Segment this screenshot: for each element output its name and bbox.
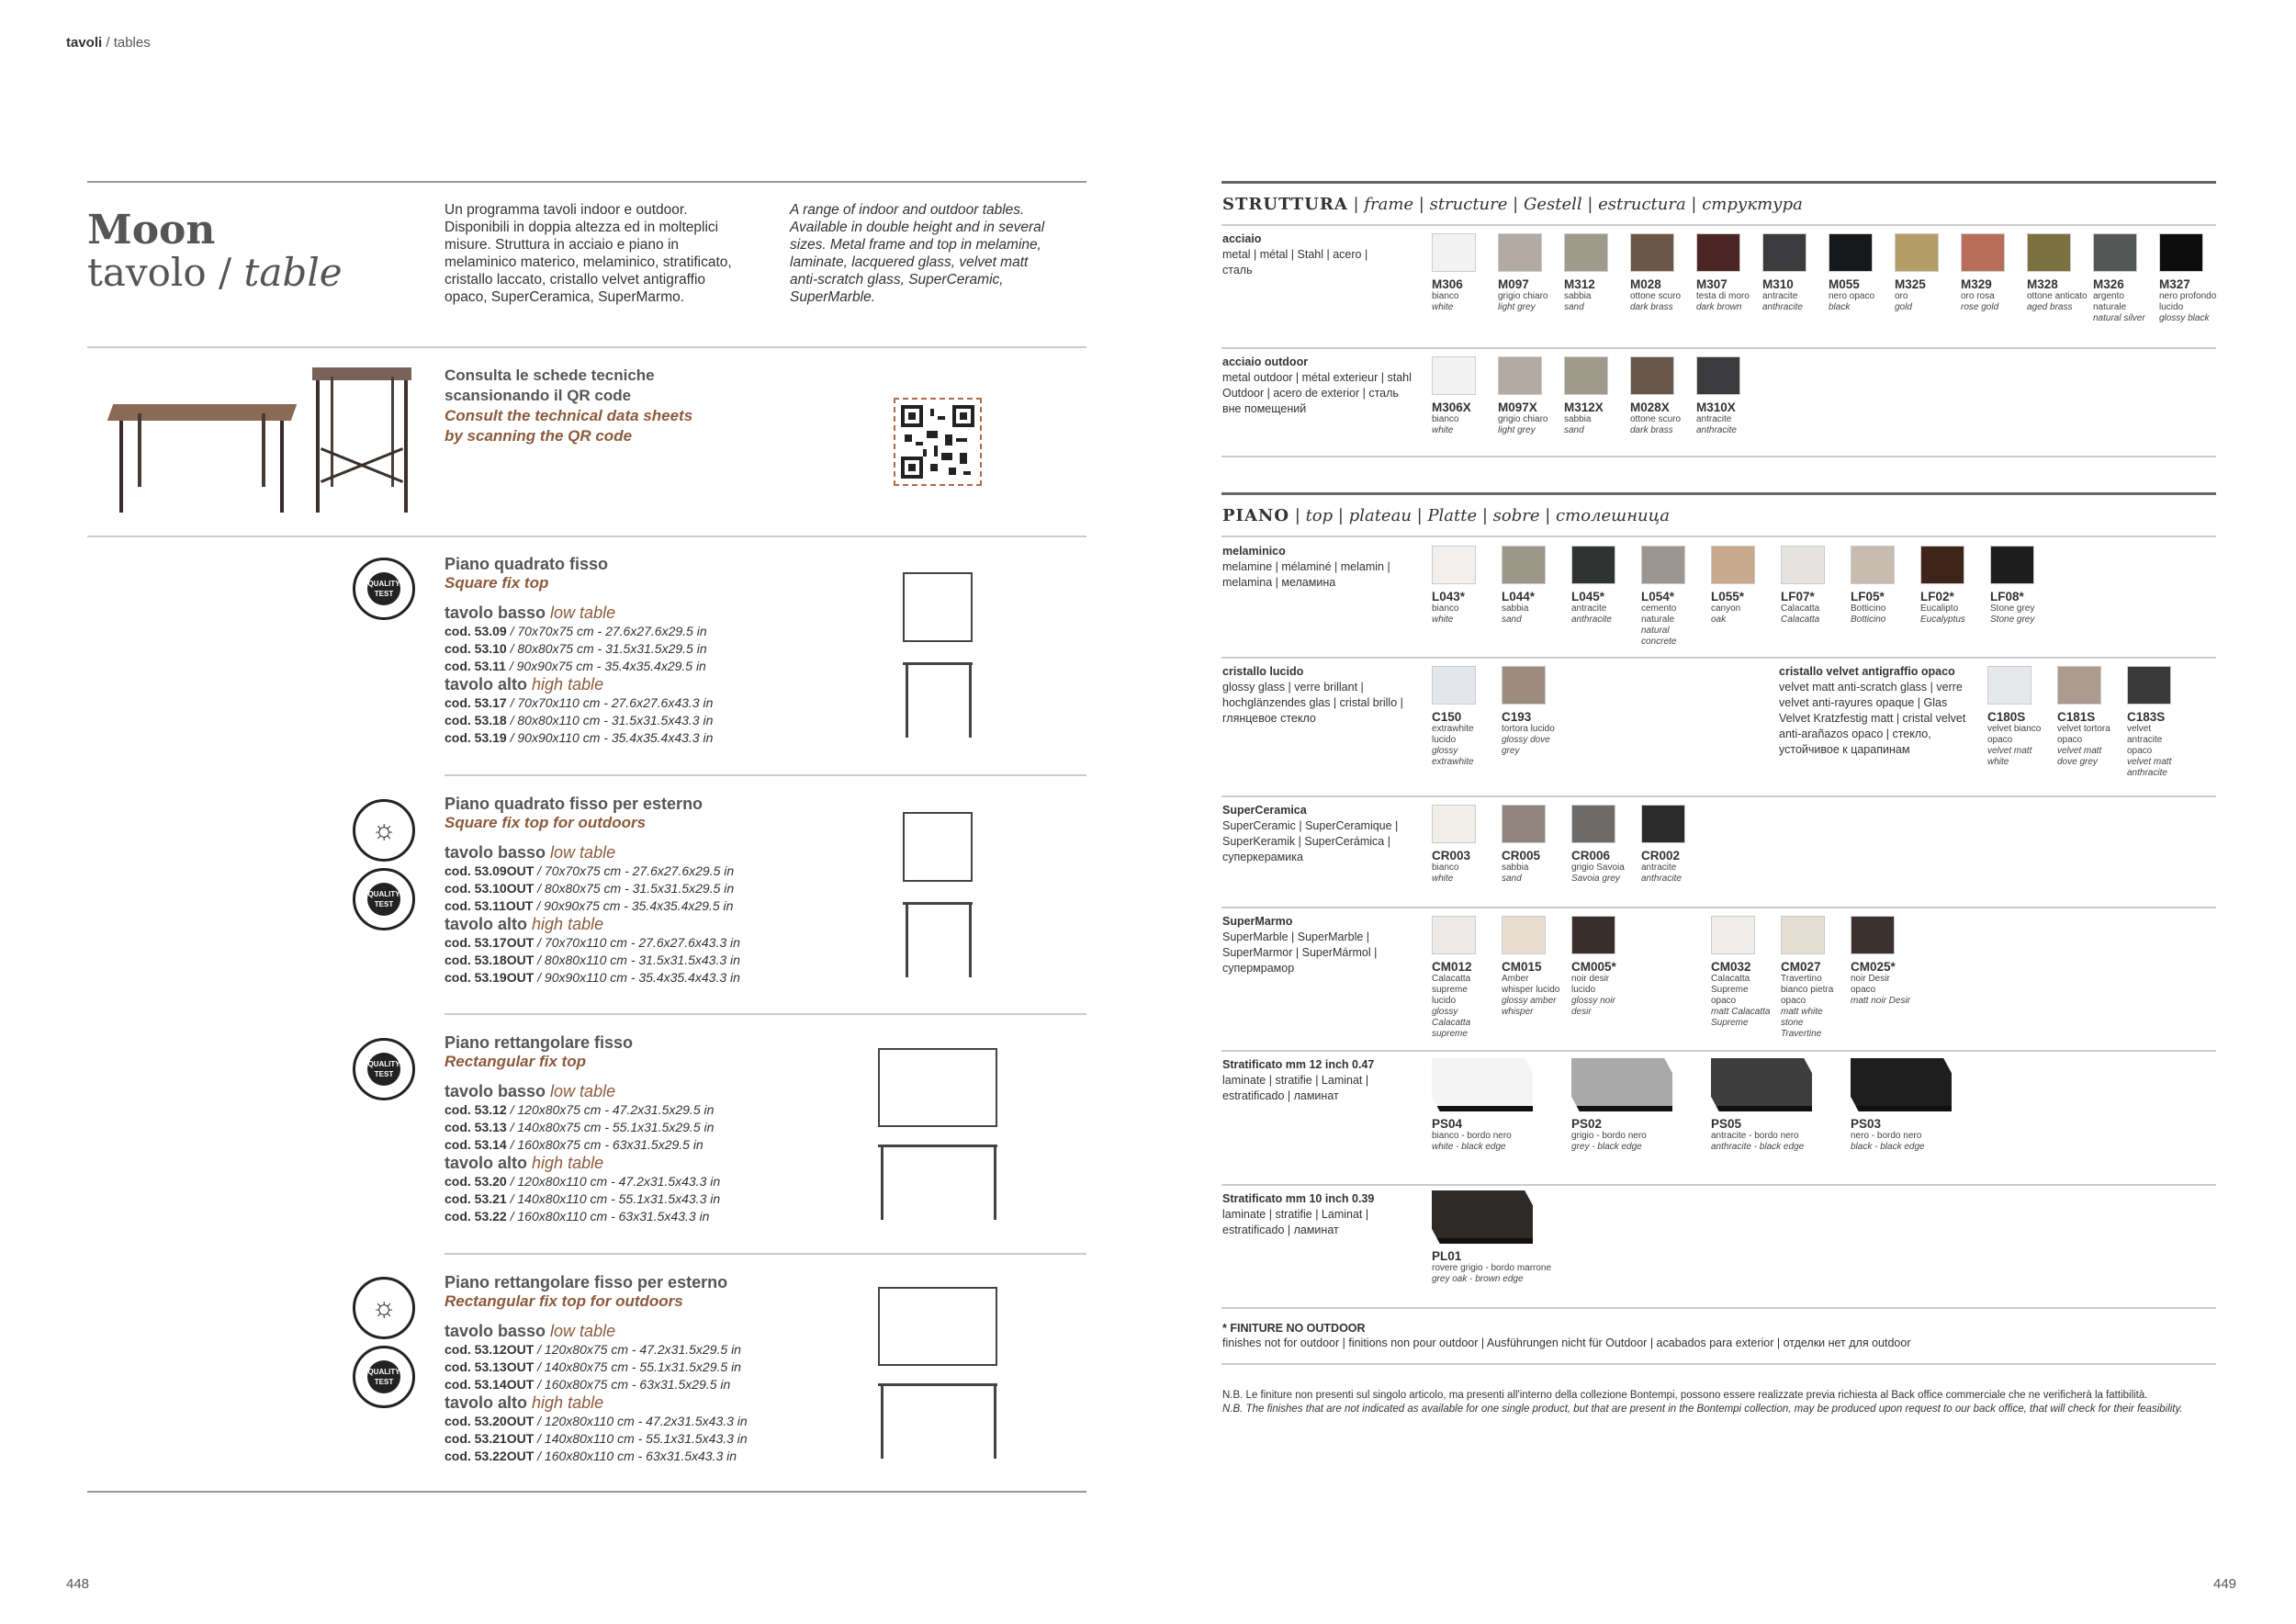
swatch-color: [1432, 1058, 1533, 1111]
swatch-name-en: dark brown: [1696, 302, 1742, 312]
swatch-color: [1829, 233, 1873, 272]
swatch-m326[interactable]: [2093, 233, 2154, 324]
swatch-cr002[interactable]: [1641, 805, 1702, 885]
swatch-pl01[interactable]: [1432, 1190, 1560, 1285]
divider: [1221, 181, 2216, 184]
swatch-name: tortora lucido: [1502, 724, 1555, 734]
swatch-m312[interactable]: [1564, 233, 1625, 313]
divider: [87, 1491, 1086, 1493]
side-view-drawing: [878, 1383, 997, 1386]
swatch-name-en: aged brass: [2027, 302, 2073, 312]
swatch-cm032[interactable]: [1711, 916, 1772, 1029]
rect-top-drawing: [878, 1287, 997, 1366]
swatch-name: noir Desir opaco: [1851, 974, 1890, 995]
swatch-color: [1571, 805, 1615, 843]
swatch-name: nero profondo lucido: [2159, 291, 2217, 312]
swatch-name-en: matt noir Desir: [1851, 996, 1911, 1006]
swatch-name-en: Calacatta: [1781, 615, 1820, 625]
swatch-cr006[interactable]: [1571, 805, 1632, 885]
product-type: tavolo / table: [87, 250, 343, 295]
swatch-name: canyon: [1711, 603, 1741, 614]
swatch-name-en: sand: [1564, 425, 1584, 435]
swatch-code: PL01: [1432, 1249, 1462, 1263]
swatch-code: CR002: [1641, 849, 1681, 863]
swatch-name-en: white: [1432, 425, 1454, 435]
side-view-drawing: [903, 902, 973, 905]
quality-test-badge-icon: QUALITY TEST: [353, 558, 415, 620]
swatch-color: [1781, 546, 1825, 584]
swatch-name-en: white - black edge: [1432, 1142, 1506, 1152]
swatch-name: oro: [1895, 291, 1908, 301]
swatch-l044[interactable]: [1502, 546, 1562, 626]
group-velvet: cristallo velvet antigraffio opaco velvet matt anti-scratch glass | verre velvet anti-rayures opaque | Glas Velvet Kratzfestig matt | cristal velvet anti-arañazos opaco | стекло, устойчивое к царапинам: [1779, 665, 1966, 756]
group-cristallo: cristallo lucido glossy glass | verre brillant | hochglänzendes glas | cristal brillo | глянцевое стекло: [1222, 665, 1403, 725]
swatch-name-en: light grey: [1498, 302, 1536, 312]
swatch-code: L044*: [1502, 590, 1536, 603]
swatch-c183s[interactable]: [2127, 666, 2188, 779]
swatch-name-en: Eucalyptus: [1920, 615, 1965, 625]
swatch-name: extrawhite lucido: [1432, 724, 1474, 745]
swatch-color: [1432, 666, 1476, 705]
swatch-code: L055*: [1711, 590, 1745, 603]
swatch-name: Calacatta: [1781, 603, 1820, 614]
swatch-name-en: Botticino: [1851, 615, 1886, 625]
swatch-m329[interactable]: [1961, 233, 2021, 313]
swatch-m055[interactable]: [1829, 233, 1889, 313]
swatch-m306x[interactable]: [1432, 356, 1492, 436]
swatch-name-en: Stone grey: [1990, 615, 2035, 625]
swatch-code: CR006: [1571, 849, 1611, 863]
swatch-name: Botticino: [1851, 603, 1886, 614]
swatch-name: Eucalipto: [1920, 603, 1959, 614]
swatch-code: PS02: [1571, 1117, 1603, 1131]
swatch-ps04[interactable]: [1432, 1058, 1560, 1153]
swatch-name-en: grey oak - brown edge: [1432, 1274, 1524, 1284]
swatch-lf08[interactable]: [1990, 546, 2051, 626]
swatch-name: sabbia: [1564, 291, 1592, 301]
rect-top-drawing: [878, 1048, 997, 1127]
swatch-ps02[interactable]: [1571, 1058, 1700, 1153]
swatch-code: M310X: [1696, 400, 1736, 414]
swatch-name: sabbia: [1564, 414, 1592, 424]
swatch-name-en: light grey: [1498, 425, 1536, 435]
swatch-name: oro rosa: [1961, 291, 1995, 301]
swatch-c150[interactable]: [1432, 666, 1492, 768]
swatch-ps05[interactable]: [1711, 1058, 1840, 1153]
swatch-name-en: glossy black: [2159, 313, 2210, 323]
swatch-m325[interactable]: [1895, 233, 1955, 313]
swatch-code: C150: [1432, 710, 1462, 724]
swatch-m310x[interactable]: [1696, 356, 1757, 436]
swatch-name-en: dark brass: [1630, 302, 1673, 312]
description-it: Un programma tavoli indoor e outdoor. Disponibili in doppia altezza ed in molteplici misure. Struttura in acciaio e piano in melaminico materico, melaminico, stratificato, cristallo laccato, cristallo velvet antigraffio opaco, SuperCeramica, SuperMarmo.: [445, 202, 732, 305]
swatch-color: [1571, 1058, 1672, 1111]
swatch-name: velvet antracite opaco: [2127, 724, 2163, 756]
swatch-color: [1630, 233, 1674, 272]
square-top-drawing: [903, 812, 973, 882]
swatch-name-en: oak: [1711, 615, 1727, 625]
swatch-l055[interactable]: [1711, 546, 1772, 626]
side-view-drawing: [878, 1145, 997, 1147]
swatch-color: [1571, 916, 1615, 954]
swatch-name: antracite: [1571, 603, 1607, 614]
swatch-m028x[interactable]: [1630, 356, 1691, 436]
swatch-code: PS05: [1711, 1117, 1742, 1131]
swatch-code: CM025*: [1851, 960, 1896, 974]
swatch-name: velvet bianco opaco: [1987, 724, 2042, 745]
frame-header: STRUTTURA | frame | structure | Gestell | estructura | структура: [1222, 195, 1803, 214]
swatch-color: [1502, 666, 1546, 705]
divider: [445, 774, 1086, 776]
divider: [87, 536, 1086, 537]
swatch-name: Travertino bianco pietra opaco: [1781, 974, 1834, 1006]
swatch-code: M028X: [1630, 400, 1670, 414]
product-name: Moon: [87, 207, 216, 254]
swatch-color: [1641, 805, 1685, 843]
swatch-name-en: glossy Calacatta supreme: [1432, 1007, 1471, 1039]
swatch-m328[interactable]: [2027, 233, 2088, 313]
swatch-color: [1851, 1058, 1952, 1111]
section-rect-fix-outdoor: Piano rettangolare fisso per esterno Rectangular fix top for outdoors tavolo basso low table cod. 53.12OUT / 120x80x75 cm - 47.2x31.5x29.5 in cod. 53.13OUT / 140x80x75 cm - 55.1x31.5x29.5 in cod. 53.14OUT / 160x80x75 cm - 63x31.5x29.5 in tavolo alto high table cod. 53.20OUT / 120x80x110 cm - 47.2x31.5x43.3 in cod. 53.21OUT / 140x80x110 cm - 55.1x31.5x43.3 in cod. 53.22OUT / 160x80x110 cm - 63x31.5x43.3 in: [445, 1273, 748, 1463]
swatch-name-en: natural silver: [2093, 313, 2145, 323]
swatch-m097x[interactable]: [1498, 356, 1559, 436]
swatch-name: grigio chiaro: [1498, 291, 1548, 301]
swatch-name: Amber whisper lucido: [1502, 974, 1560, 995]
swatch-m028[interactable]: [1630, 233, 1691, 313]
swatch-color: [1851, 916, 1895, 954]
swatch-m312x[interactable]: [1564, 356, 1625, 436]
swatch-color: [1851, 546, 1895, 584]
swatch-name: grigio Savoia: [1571, 863, 1625, 873]
no-outdoor-note: * FINITURE NO OUTDOOR finishes not for outdoor | finitions non pour outdoor | Ausführungen nicht für Outdoor | acabados para exterior | отделки нет для outdoor: [1222, 1322, 1911, 1349]
swatch-name: argento naturale: [2093, 291, 2127, 312]
swatch-name: grigio - bordo nero: [1571, 1131, 1647, 1141]
group-melaminico: melaminico melamine | mélaminé | melamin | melamina | меламина: [1222, 545, 1390, 589]
swatch-name: ottone scuro: [1630, 291, 1682, 301]
swatch-name: bianco: [1432, 863, 1459, 873]
swatch-color: [1711, 546, 1755, 584]
swatch-cm027[interactable]: [1781, 916, 1841, 1040]
swatch-code: C181S: [2057, 710, 2096, 724]
swatch-name: ottone anticato: [2027, 291, 2088, 301]
swatch-color: [1432, 916, 1476, 954]
swatch-name-en: dark brass: [1630, 425, 1673, 435]
swatch-name: sabbia: [1502, 863, 1529, 873]
swatch-name-en: anthracite: [1641, 874, 1682, 884]
swatch-code: M306X: [1432, 400, 1471, 414]
swatch-cm005[interactable]: [1571, 916, 1632, 1018]
swatch-color: [1571, 546, 1615, 584]
swatch-name-en: matt Calacatta Supreme: [1711, 1007, 1771, 1028]
swatch-color: [1961, 233, 2005, 272]
swatch-l045[interactable]: [1571, 546, 1632, 626]
swatch-code: M307: [1696, 277, 1728, 291]
swatch-name-en: velvet matt white: [1987, 746, 2032, 767]
swatch-color: [1987, 666, 2032, 705]
swatch-name-en: rose gold: [1961, 302, 1999, 312]
swatch-color: [1630, 356, 1674, 395]
swatch-name-en: anthracite - black edge: [1711, 1142, 1805, 1152]
swatch-name-en: anthracite: [1571, 615, 1612, 625]
quality-test-badge-icon: QUALITY TEST: [353, 1038, 415, 1100]
swatch-code: PS04: [1432, 1117, 1463, 1131]
swatch-name-en: Savoia grey: [1571, 874, 1620, 884]
swatch-name: bianco: [1432, 603, 1459, 614]
swatch-color: [1711, 1058, 1812, 1111]
breadcrumb-sub: tables: [113, 35, 151, 51]
swatch-code: L054*: [1641, 590, 1675, 603]
qr-pattern: [901, 405, 974, 479]
swatch-name-en: natural concrete: [1641, 626, 1677, 647]
swatch-code: M327: [2159, 277, 2190, 291]
swatch-color: [1432, 546, 1476, 584]
divider: [445, 1013, 1086, 1015]
swatch-name-en: glossy dove grey: [1502, 735, 1550, 756]
group-acciaio-outdoor: acciaio outdoor metal outdoor | métal exterieur | stahl Outdoor | acero de exterior | сталь вне помещений: [1222, 355, 1412, 415]
swatch-name-en: glossy amber whisper: [1502, 996, 1557, 1017]
swatch-name-en: sand: [1564, 302, 1584, 312]
swatch-color: [1498, 356, 1542, 395]
swatch-color: [2127, 666, 2171, 705]
group-acciaio: acciaio metal | métal | Stahl | acero | сталь: [1222, 232, 1368, 276]
swatch-code: M097X: [1498, 400, 1537, 414]
section-rect-fix: Piano rettangolare fisso Rectangular fix top tavolo basso low table cod. 53.12 / 120x80x75 cm - 47.2x31.5x29.5 in cod. 53.13 / 140x80x75 cm - 55.1x31.5x29.5 in cod. 53.14 / 160x80x75 cm - 63x31.5x29.5 in tavolo alto high table cod. 53.20 / 120x80x110 cm - 47.2x31.5x43.3 in cod. 53.21 / 140x80x110 cm - 55.1x31.5x43.3 in cod. 53.22 / 160x80x110 cm - 63x31.5x43.3 in: [445, 1033, 721, 1224]
swatch-name: antracite: [1762, 291, 1798, 301]
swatch-name: antracite - bordo nero: [1711, 1131, 1799, 1141]
swatch-m307[interactable]: [1696, 233, 1757, 313]
swatch-color: [1564, 233, 1608, 272]
swatch-color: [1641, 546, 1685, 584]
swatch-color: [2093, 233, 2137, 272]
swatch-color: [1498, 233, 1542, 272]
swatch-lf05[interactable]: [1851, 546, 1911, 626]
qr-caption: Consulta le schede tecniche scansionando il QR code Consult the technical data sheets by scanning the QR code: [445, 367, 693, 445]
outdoor-weather-icon: ☼: [353, 1277, 415, 1339]
swatch-name-en: sand: [1502, 874, 1522, 884]
breadcrumb-main: tavoli: [66, 35, 103, 51]
nb-it: N.B. Le finiture non presenti sul singolo articolo, ma presenti all'interno della collezione Bontempi, possono essere realizzate previa richiesta al Back office commerciale che ne verificherà la fattibilità.: [1222, 1390, 2148, 1401]
swatch-name: antracite: [1696, 414, 1732, 424]
swatch-c181s[interactable]: [2057, 666, 2118, 768]
swatch-name: noir desir lucido: [1571, 974, 1610, 995]
swatch-name-en: glossy extrawhite: [1432, 746, 1474, 767]
swatch-color: [1781, 916, 1825, 954]
quality-test-badge-icon: QUALITY TEST: [353, 868, 415, 930]
group-supermarmo: SuperMarmo SuperMarble | SuperMarble | SuperMarmor | SuperMármol | супермрамор: [1222, 915, 1378, 975]
breadcrumb: tavoli / tables: [66, 35, 151, 51]
swatch-code: M329: [1961, 277, 1992, 291]
swatch-color: [2159, 233, 2203, 272]
swatch-cm012[interactable]: [1432, 916, 1492, 1040]
swatch-name: rovere grigio - bordo marrone: [1432, 1263, 1552, 1273]
swatch-name: bianco - bordo nero: [1432, 1131, 1512, 1141]
swatch-name: testa di moro: [1696, 291, 1750, 301]
swatch-c180s[interactable]: [1987, 666, 2048, 768]
swatch-color: [1696, 233, 1740, 272]
swatch-name-en: anthracite: [1762, 302, 1803, 312]
swatch-name: Stone grey: [1990, 603, 2035, 614]
swatch-code: C193: [1502, 710, 1532, 724]
swatch-code: L045*: [1571, 590, 1605, 603]
quality-test-badge-icon: QUALITY TEST: [353, 1346, 415, 1408]
swatch-name-en: grey - black edge: [1571, 1142, 1642, 1152]
divider: [445, 1253, 1086, 1255]
swatch-l043[interactable]: [1432, 546, 1492, 626]
swatch-ps03[interactable]: [1851, 1058, 1979, 1153]
swatch-cm015[interactable]: [1502, 916, 1562, 1018]
swatch-color: [1502, 805, 1546, 843]
section-square-fix: Piano quadrato fisso Square fix top tavolo basso low table cod. 53.09 / 70x70x75 cm - 27.6x27.6x29.5 in cod. 53.10 / 80x80x75 cm - 31.5x31.5x29.5 in cod. 53.11 / 90x90x75 cm - 35.4x35.4x29.5 in tavolo alto high table cod. 53.17 / 70x70x110 cm - 27.6x27.6x43.3 in cod. 53.18 / 80x80x110 cm - 31.5x31.5x43.3 in cod. 53.19 / 90x90x110 cm - 35.4x35.4x43.3 in: [445, 555, 714, 745]
swatch-code: CM005*: [1571, 960, 1616, 974]
divider: [87, 346, 1086, 348]
swatch-name-en: anthracite: [1696, 425, 1737, 435]
swatch-m310[interactable]: [1762, 233, 1823, 313]
swatch-m327[interactable]: [2159, 233, 2220, 324]
swatch-code: M097: [1498, 277, 1529, 291]
swatch-name: bianco: [1432, 414, 1459, 424]
swatch-color: [1564, 356, 1608, 395]
section-square-fix-outdoor: Piano quadrato fisso per esterno Square fix top for outdoors tavolo basso low table cod. 53.09OUT / 70x70x75 cm - 27.6x27.6x29.5 in cod. 53.10OUT / 80x80x75 cm - 31.5x31.5x29.5 in cod. 53.11OUT / 90x90x75 cm - 35.4x35.4x29.5 in tavolo alto high table cod. 53.17OUT / 70x70x110 cm - 27.6x27.6x43.3 in cod. 53.18OUT / 80x80x110 cm - 31.5x31.5x43.3 in cod. 53.19OUT / 90x90x110 cm - 35.4x35.4x43.3 in: [445, 795, 740, 985]
swatch-name: ottone scuro: [1630, 414, 1682, 424]
swatch-name-en: black: [1829, 302, 1851, 312]
swatch-name: antracite: [1641, 863, 1677, 873]
swatch-name: cemento naturale: [1641, 603, 1677, 625]
swatch-code: L043*: [1432, 590, 1466, 603]
qr-code[interactable]: [894, 398, 982, 486]
swatch-color: [1920, 546, 1964, 584]
square-top-drawing: [903, 572, 973, 642]
swatch-code: M312X: [1564, 400, 1604, 414]
swatch-code: CM012: [1432, 960, 1472, 974]
swatch-l054[interactable]: [1641, 546, 1702, 648]
swatch-code: CM032: [1711, 960, 1751, 974]
swatch-color: [1432, 356, 1476, 395]
swatch-code: LF02*: [1920, 590, 1954, 603]
page-number-right: 449: [2213, 1576, 2237, 1592]
swatch-m306[interactable]: [1432, 233, 1492, 313]
swatch-name: nero - bordo nero: [1851, 1131, 1922, 1141]
nb-en: N.B. The finishes that are not indicated as available for one single product, but that are present in the Bontempi collection, may be produced upon request to our back office, that will check for their feasibility.: [1222, 1404, 2183, 1415]
swatch-c193[interactable]: [1502, 666, 1562, 757]
divider: [1221, 492, 2216, 495]
swatch-name: velvet tortora opaco: [2057, 724, 2110, 745]
group-strat10: Stratificato mm 10 inch 0.39 laminate | stratifie | Laminat | estratificado | ламинат: [1222, 1192, 1375, 1236]
swatch-name-en: sand: [1502, 615, 1522, 625]
swatch-code: M312: [1564, 277, 1595, 291]
swatch-code: CR003: [1432, 849, 1471, 863]
swatch-color: [1711, 916, 1755, 954]
swatch-color: [2027, 233, 2071, 272]
swatch-name-en: glossy noir desir: [1571, 996, 1615, 1017]
swatch-name: grigio chiaro: [1498, 414, 1548, 424]
swatch-cm025[interactable]: [1851, 916, 1911, 1007]
swatch-code: M306: [1432, 277, 1463, 291]
swatch-cr003[interactable]: [1432, 805, 1492, 885]
swatch-name-en: velvet matt dove grey: [2057, 746, 2102, 767]
swatch-code: C180S: [1987, 710, 2026, 724]
group-strat12: Stratificato mm 12 inch 0.47 laminate | stratifie | Laminat | estratificado | ламинат: [1222, 1058, 1375, 1102]
swatch-code: LF08*: [1990, 590, 2024, 603]
swatch-lf02[interactable]: [1920, 546, 1981, 626]
swatch-name: sabbia: [1502, 603, 1529, 614]
swatch-name: Calacatta Supreme opaco: [1711, 974, 1750, 1006]
swatch-name-en: white: [1432, 874, 1454, 884]
swatch-name-en: matt white stone Travertine: [1781, 1007, 1823, 1039]
low-table-image: [110, 404, 294, 514]
swatch-code: M328: [2027, 277, 2058, 291]
top-header: PIANO | top | plateau | Platte | sobre | столешница: [1222, 506, 1670, 525]
swatch-color: [1502, 916, 1546, 954]
swatch-color: [1990, 546, 2034, 584]
swatch-name-en: black - black edge: [1851, 1142, 1925, 1152]
swatch-code: LF05*: [1851, 590, 1885, 603]
group-superceramica: SuperCeramica SuperCeramic | SuperCeramique | SuperKeramik | SuperCerámica | суперкерамика: [1222, 804, 1399, 863]
swatch-color: [1502, 546, 1546, 584]
swatch-name-en: white: [1432, 302, 1454, 312]
swatch-name-en: velvet matt anthracite: [2127, 757, 2172, 778]
description-en: A range of indoor and outdoor tables. Available in double height and in several sizes. Metal frame and top in melamine, laminate, lacquered glass, velvet matt anti-scratch glass, SuperCeramic, SuperMarble.: [790, 202, 1045, 305]
high-table-image: [312, 367, 413, 514]
swatch-name-en: white: [1432, 615, 1454, 625]
swatch-color: [2057, 666, 2101, 705]
swatch-cr005[interactable]: [1502, 805, 1562, 885]
swatch-code: CM015: [1502, 960, 1542, 974]
swatch-code: CR005: [1502, 849, 1541, 863]
swatch-name-en: gold: [1895, 302, 1912, 312]
outdoor-weather-icon: ☼: [353, 799, 415, 862]
swatch-color: [1432, 233, 1476, 272]
swatch-code: M310: [1762, 277, 1794, 291]
swatch-m097[interactable]: [1498, 233, 1559, 313]
swatch-name: bianco: [1432, 291, 1459, 301]
page-number-left: 448: [66, 1576, 90, 1592]
swatch-code: PS03: [1851, 1117, 1882, 1131]
swatch-name: Calacatta supreme lucido: [1432, 974, 1471, 1006]
swatch-code: M326: [2093, 277, 2124, 291]
swatch-code: M055: [1829, 277, 1860, 291]
swatch-color: [1762, 233, 1806, 272]
swatch-code: M325: [1895, 277, 1926, 291]
swatch-color: [1895, 233, 1939, 272]
swatch-color: [1696, 356, 1740, 395]
swatch-color: [1432, 1190, 1533, 1244]
divider: [87, 181, 1086, 183]
swatch-name: nero opaco: [1829, 291, 1875, 301]
swatch-color: [1432, 805, 1476, 843]
swatch-code: M028: [1630, 277, 1661, 291]
swatch-lf07[interactable]: [1781, 546, 1841, 626]
swatch-code: CM027: [1781, 960, 1821, 974]
swatch-code: C183S: [2127, 710, 2166, 724]
side-view-drawing: [903, 662, 973, 665]
swatch-code: LF07*: [1781, 590, 1815, 603]
